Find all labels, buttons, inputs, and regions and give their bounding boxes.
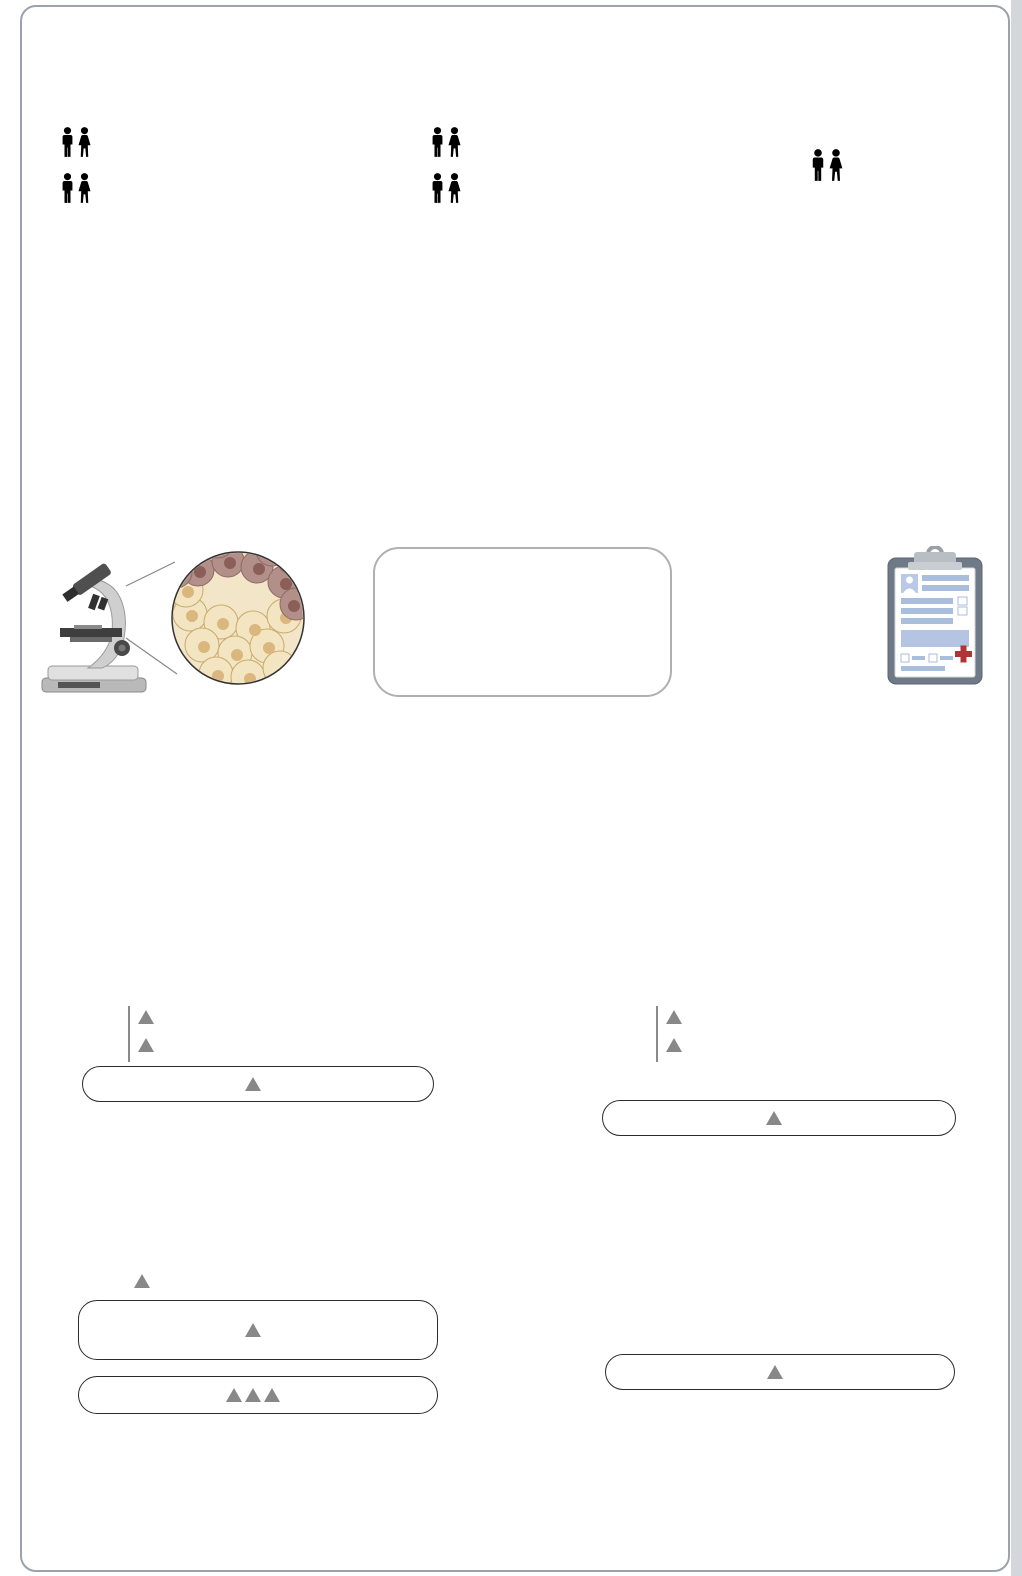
histology-cells — [160, 546, 312, 694]
microscope-icon — [28, 546, 328, 698]
people-icons-dark — [60, 173, 92, 204]
cohort-brace — [128, 1006, 130, 1062]
datagen-legend-item — [52, 417, 81, 441]
section-header-machine-learning — [29, 486, 979, 527]
datagen-item — [52, 300, 81, 324]
metabolomics-illustration-card — [373, 547, 672, 697]
multivariate-line — [550, 1146, 1008, 1165]
assessment-pill — [82, 1066, 434, 1102]
diamond-icon — [49, 389, 70, 410]
man-icon — [430, 173, 445, 204]
triangle-icon — [666, 1010, 682, 1024]
people-icons-light — [430, 127, 462, 158]
test-set2-row — [134, 1270, 158, 1292]
people-icons-dark — [430, 173, 462, 204]
man-icon — [810, 149, 826, 182]
cohort2-card — [420, 113, 610, 217]
cohort2-ngc-row — [430, 127, 600, 158]
prognostic-model-panel — [550, 966, 1008, 1562]
people-icons-light — [60, 127, 92, 158]
section-header-data-generation — [29, 237, 979, 278]
triangle-icon — [134, 1274, 150, 1288]
cohort2-gc-row — [430, 173, 600, 204]
connector-drop-left — [256, 741, 258, 949]
triangle-icon — [245, 1323, 261, 1337]
clipboard-illustration — [880, 546, 990, 693]
risk-stratification-pill — [605, 1354, 955, 1390]
triangle-icon — [138, 1038, 154, 1052]
datagen-item — [886, 337, 915, 361]
datagen-item — [52, 337, 81, 361]
diagnostic-model-panel — [30, 966, 490, 1562]
datagen-item — [886, 374, 915, 398]
test-set1-row — [138, 1034, 162, 1056]
cohort3-card — [800, 113, 985, 217]
woman-icon — [77, 173, 92, 204]
woman-icon — [447, 173, 462, 204]
connector-drop-right — [783, 741, 785, 949]
triangle-icon — [245, 1077, 261, 1091]
triangle-icon — [767, 1365, 783, 1379]
triangle-icon — [264, 1388, 280, 1402]
external-validation-pill — [78, 1300, 438, 1360]
microscope-histology-illustration — [28, 546, 328, 703]
datagen-item — [476, 337, 505, 361]
cohort1-card — [50, 113, 235, 217]
man-icon — [60, 173, 75, 204]
woman-icon — [447, 127, 462, 158]
triangle-group — [226, 1388, 280, 1402]
diamond-icon — [473, 338, 494, 359]
training-set-row — [666, 1006, 690, 1028]
diamond-icon — [883, 338, 904, 359]
triangle-icon — [138, 1010, 154, 1024]
people-icons-dark — [810, 149, 844, 182]
datagen-legend-item — [52, 388, 81, 412]
diamond-icon — [473, 301, 494, 322]
diamond-icon — [49, 418, 70, 439]
datagen-item — [886, 300, 915, 324]
man-icon — [430, 127, 445, 158]
diamond-icon — [883, 375, 904, 396]
page-edge-strip — [1011, 0, 1022, 1576]
section-header-clinical-cohorts — [29, 7, 979, 48]
triangle-icon — [226, 1388, 242, 1402]
triangle-icon — [766, 1111, 782, 1125]
benchmark-pill — [78, 1376, 438, 1414]
validation-pill — [602, 1100, 956, 1136]
woman-icon — [828, 149, 844, 182]
cohort3-gc-row — [810, 149, 975, 182]
discovery-set-row — [138, 1006, 162, 1028]
cohort-brace — [656, 1006, 658, 1062]
cohort1-ngc-row — [60, 127, 225, 158]
triangle-icon — [666, 1038, 682, 1052]
cohort1-gc-row — [60, 173, 225, 204]
clipboard-icon — [880, 546, 990, 688]
datagen-item — [476, 300, 505, 324]
survival-legend — [850, 1438, 856, 1447]
triangle-icon — [245, 1388, 261, 1402]
diamond-icon — [883, 301, 904, 322]
diamond-icon — [49, 447, 70, 468]
diamond-icon — [49, 301, 70, 322]
datagen-legend-item — [52, 446, 81, 470]
man-icon — [60, 127, 75, 158]
diamond-icon — [49, 338, 70, 359]
test-set-row — [666, 1034, 690, 1056]
woman-icon — [77, 127, 92, 158]
